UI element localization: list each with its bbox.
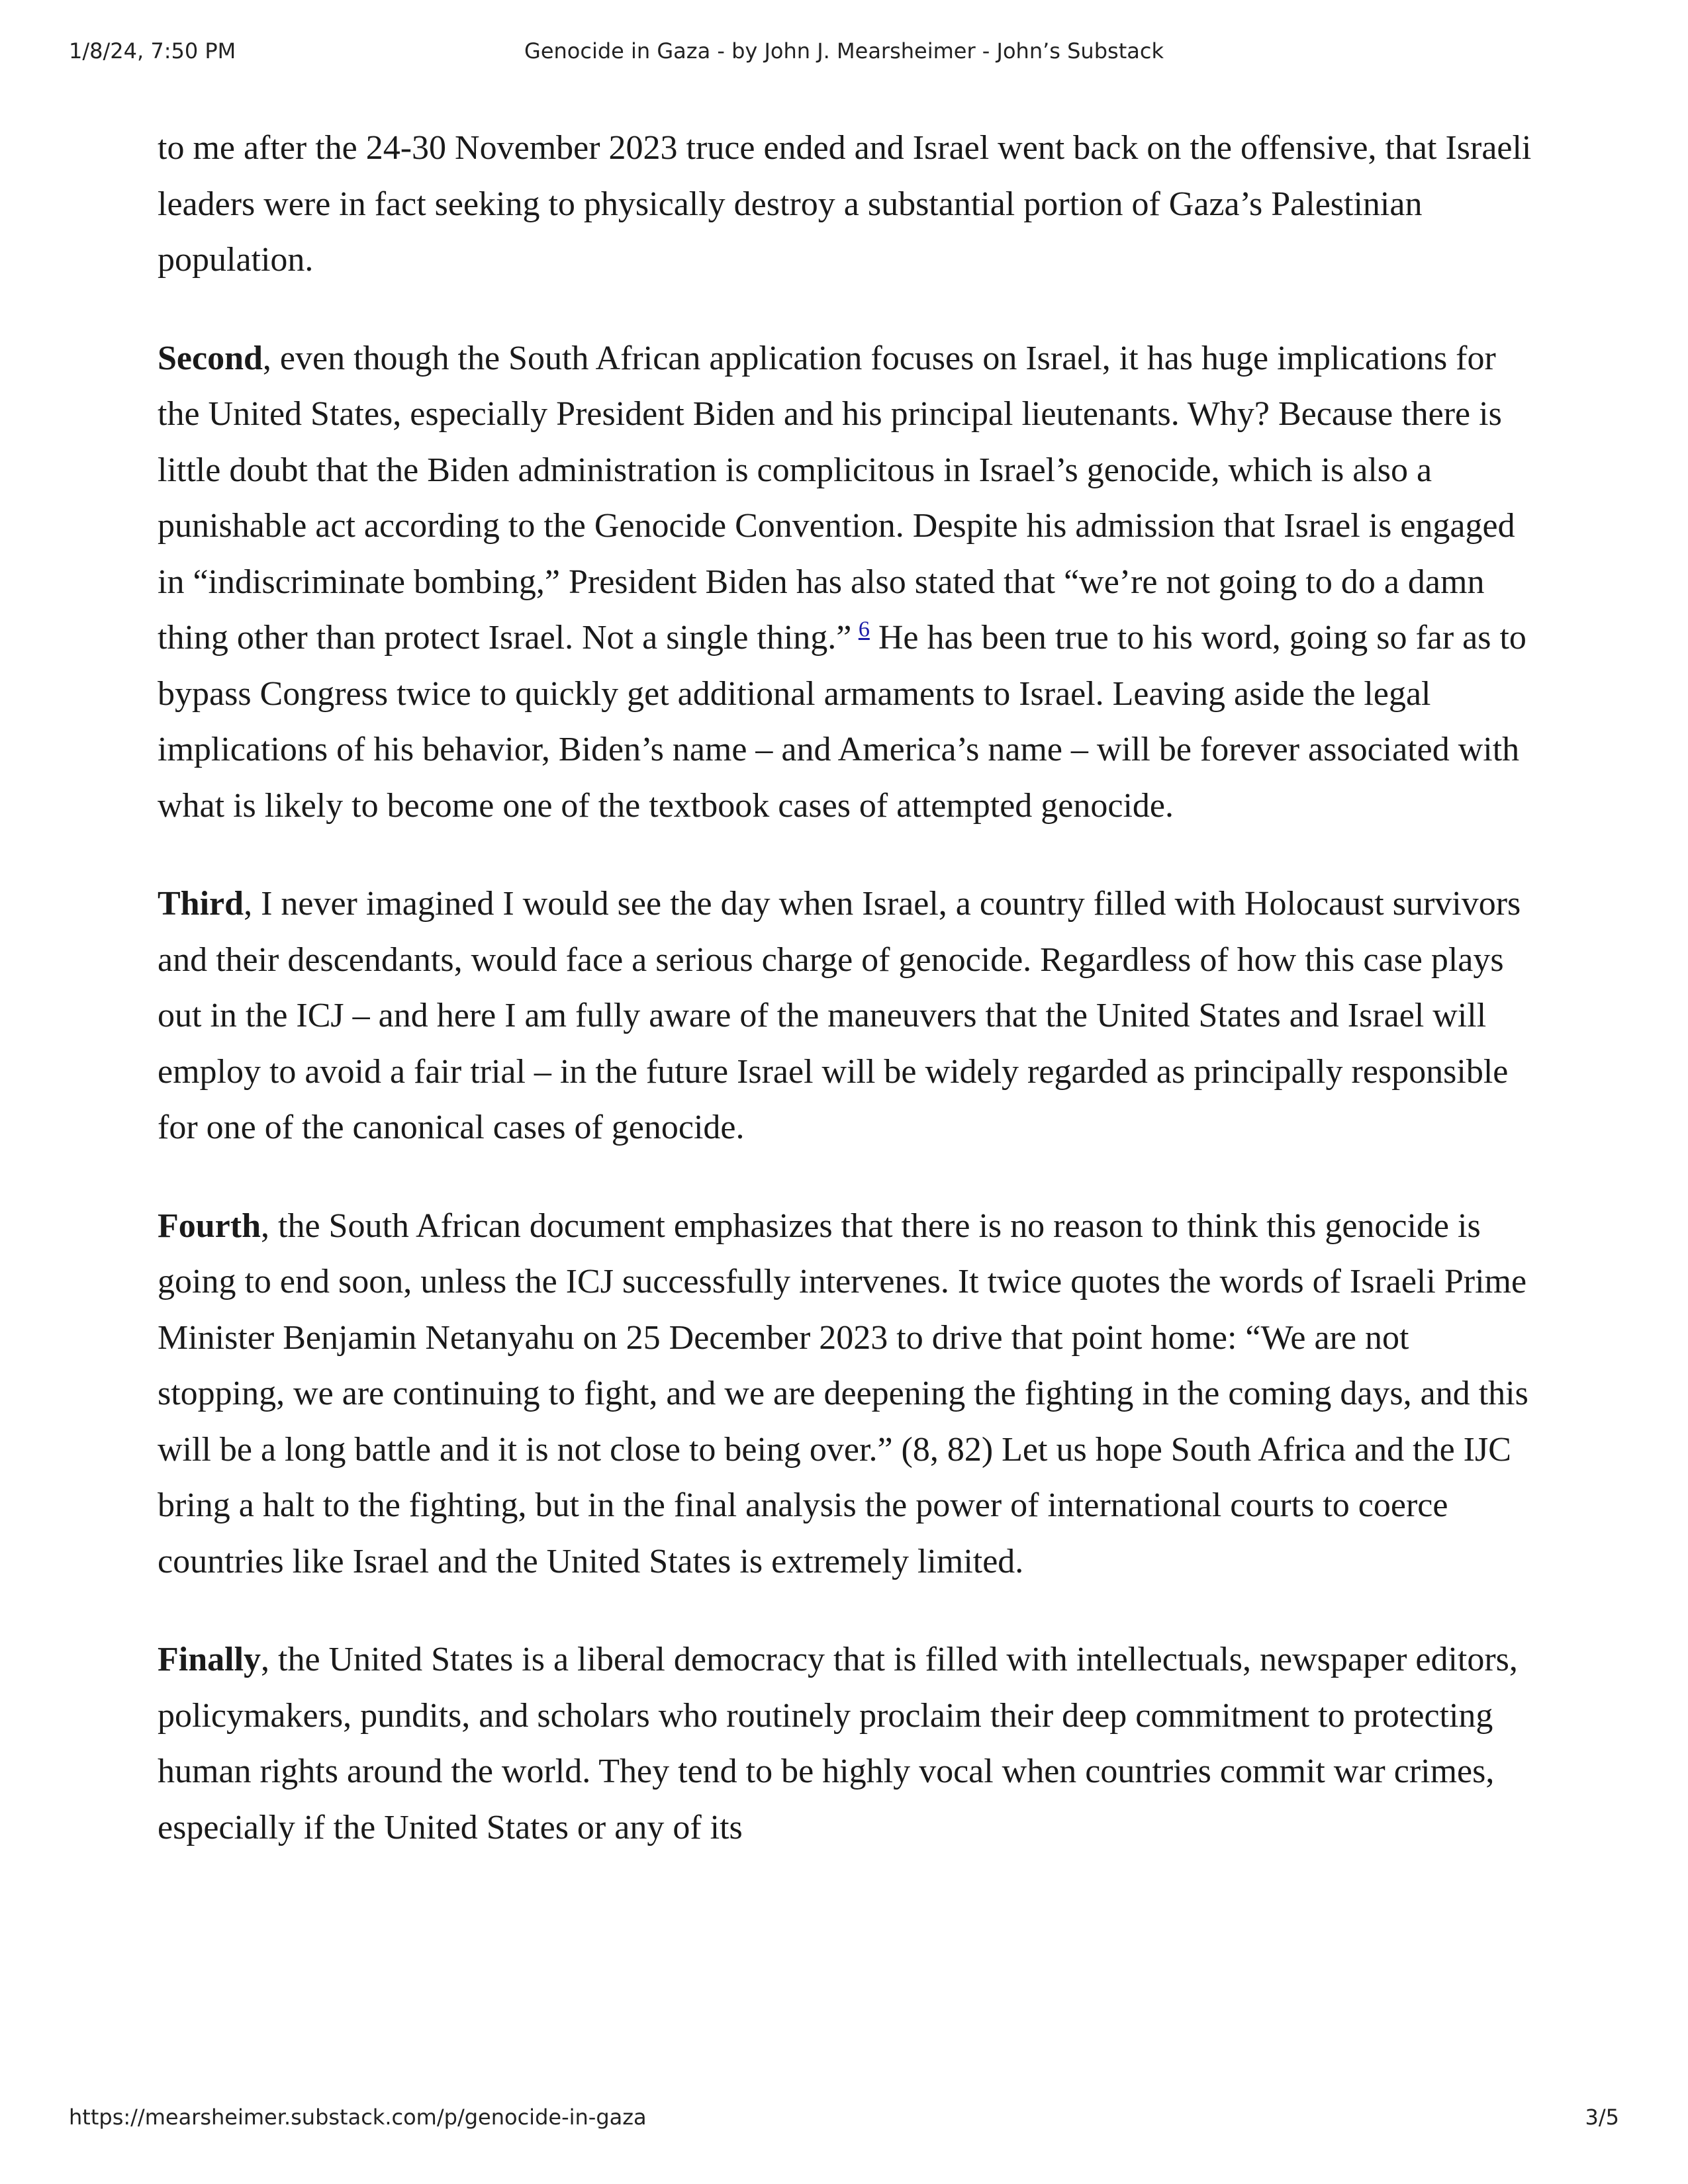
paragraph-text: , the United States is a liberal democracy that is filled with intellectuals, newspaper editors, policymakers, pundits, and scholars who routinely proclaim their deep commitment to protecting human rights around the world. They tend to be highly vocal when countries commit war crimes, especially if the United States or any of its <box>158 1641 1518 1846</box>
print-datetime: 1/8/24, 7:50 PM <box>69 38 236 64</box>
article-body <box>158 120 1541 1898</box>
paragraph-lead-word: Third <box>158 885 244 923</box>
print-url: https://mearsheimer.substack.com/p/genocide-in-gaza <box>69 2105 647 2130</box>
footnote-link[interactable]: 6 <box>858 617 870 642</box>
paragraph-lead-word: Fourth <box>158 1206 261 1245</box>
paragraph-text: to me after the 24-30 November 2023 truce ended and Israel went back on the offensive, that Israeli leaders were in fact seeking to physically destroy a substantial portion of Gaza’s Palestinian population. <box>158 129 1532 279</box>
paragraph-lead-word: Finally <box>158 1641 261 1678</box>
paragraph-lead-word: Second <box>158 339 263 377</box>
print-footer <box>0 2105 1688 2134</box>
print-header <box>0 38 1688 68</box>
paragraph-text: , I never imagined I would see the day when Israel, a country filled with Holocaust survivors and their descendants, would face a serious charge of genocide. Regardless of how this case plays out in the ICJ – and here I am fully aware of the maneuvers that the United States and Israel will employ to avoid a fair trial – in the future Israel will be widely regarded as principally responsible for one of the canonical cases of genocide. <box>158 885 1521 1146</box>
print-page-title: Genocide in Gaza - by John J. Mearsheimer - John’s Substack <box>524 38 1164 64</box>
paragraph-third <box>158 876 1541 1156</box>
paragraph-text: , the South African document emphasizes that there is no reason to think this genocide is going to end soon, unless the ICJ successfully intervenes. It twice quotes the words of Israeli Prime Minister Benjamin Netanyahu on 25 December 2023 to drive that point home: “We are not stopping, we are continuing to fight, and we are deepening the fighting in the coming days, and this will be a long battle and it is not close to being over.” (8, 82) Let us hope South Africa and the IJC bring a halt to the fighting, but in the final analysis the power of international courts to coerce countries like Israel and the United States is extremely limited. <box>158 1206 1528 1580</box>
paragraph-fourth <box>158 1199 1541 1590</box>
paragraph-text: He has been true to his word, going so far as to bypass Congress twice to quickly get additional armaments to Israel. Leaving aside the legal implications of his behavior, Biden’s name – and America’s name – will be forever associated with what is likely to become one of the textbook cases of attempted genocide. <box>158 619 1526 825</box>
paragraph-finally <box>158 1632 1541 1856</box>
paragraph-text: , even though the South African application focuses on Israel, it has huge implications for the United States, especially President Biden and his principal lieutenants. Why? Because there is little doubt that the Biden administration is complicitous in Israel’s genocide, which is also a punishable act according to the Genocide Convention. Despite his admission that Israel is engaged in “indiscriminate bombing,” President Biden has also stated that “we’re not going to do a damn thing other than protect Israel. Not a single thing.” <box>158 339 1515 657</box>
print-page-number: 3/5 <box>1585 2105 1619 2130</box>
paragraph-second <box>158 331 1541 835</box>
paragraph-intro-continuation <box>158 120 1541 289</box>
